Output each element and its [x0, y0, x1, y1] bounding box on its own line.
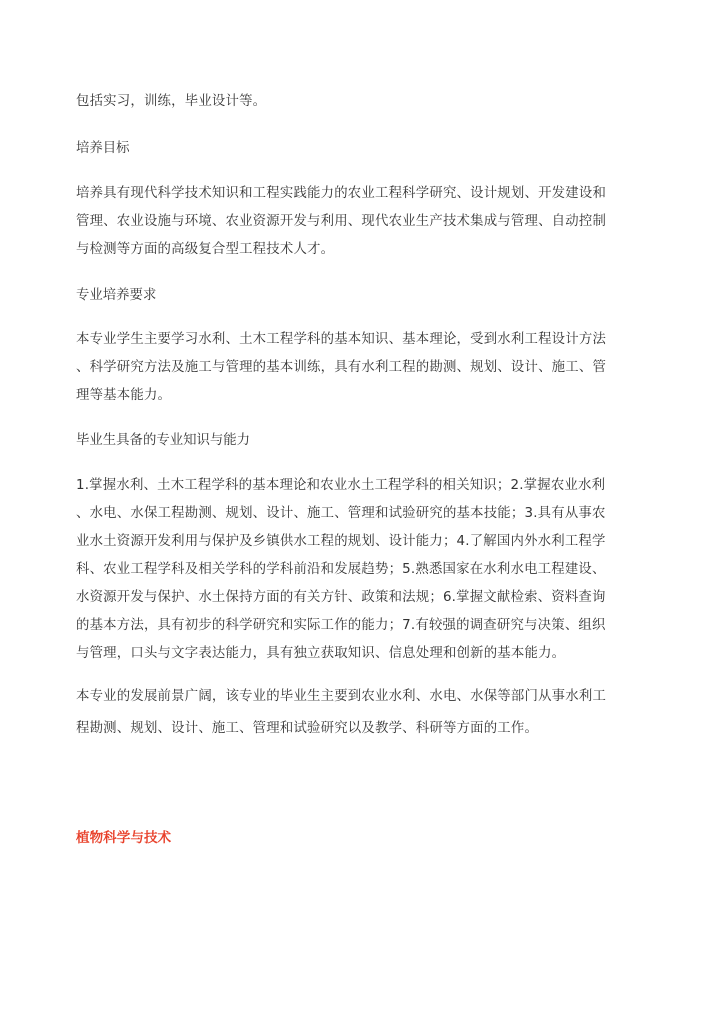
abilities-line: 的基本方法，具有初步的科学研究和实际工作的能力；7.有较强的调查研究与决策、组织 [76, 618, 606, 633]
requirements-line: 本专业学生主要学习水利、土木工程学科的基本知识、基本理论，受到水利工程设计方法 [76, 332, 607, 347]
intro-tail-text: 包括实习，训练，毕业设计等。 [76, 94, 267, 109]
objective-line: 培养具有现代科学技术知识和工程实践能力的农业工程科学研究、设计规划、开发建设和 [76, 186, 607, 201]
abilities-line: 水资源开发与保护、水土保持方面的有关方针、政策和法规；6.掌握文献检索、资料查询 [76, 590, 606, 605]
abilities-heading: 毕业生具备的专业知识与能力 [76, 433, 251, 448]
abilities-line: 与管理，口头与文字表达能力，具有独立获取知识、信息处理和创新的基本能力。 [76, 646, 566, 661]
requirements-line: 理等基本能力。 [76, 388, 172, 403]
abilities-line: 1.掌握水利、土木工程学科的基本理论和农业水土工程学科的相关知识；2.掌握农业水利 [76, 478, 606, 493]
objective-line: 管理、农业设施与环境、农业资源开发与利用、现代农业生产技术集成与管理、自动控制 [76, 214, 607, 229]
requirements-line: 、科学研究方法及施工与管理的基本训练，具有水利工程的勘测、规划、设计、施工、管 [76, 360, 607, 375]
prospects-line: 本专业的发展前景广阔，该专业的毕业生主要到农业水利、水电、水保等部门从事水利工 [76, 689, 607, 704]
abilities-line: 科、农业工程学科及相关学科的学科前沿和发展趋势；5.熟悉国家在水利水电工程建设、 [76, 562, 606, 577]
abilities-line: 业水土资源开发利用与保护及乡镇供水工程的规划、设计能力；4.了解国内外水利工程学 [76, 534, 606, 549]
prospects-line: 程勘测、规划、设计、施工、管理和试验研究以及教学、科研等方面的工作。 [76, 721, 539, 736]
section-title: 植物科学与技术 [76, 830, 172, 846]
abilities-line: 、水电、水保工程勘测、规划、设计、施工、管理和试验研究的基本技能；3.具有从事农 [76, 506, 606, 521]
objective-line: 与检测等方面的高级复合型工程技术人才。 [76, 242, 335, 257]
objective-heading: 培养目标 [76, 141, 130, 156]
requirements-heading: 专业培养要求 [76, 288, 157, 303]
